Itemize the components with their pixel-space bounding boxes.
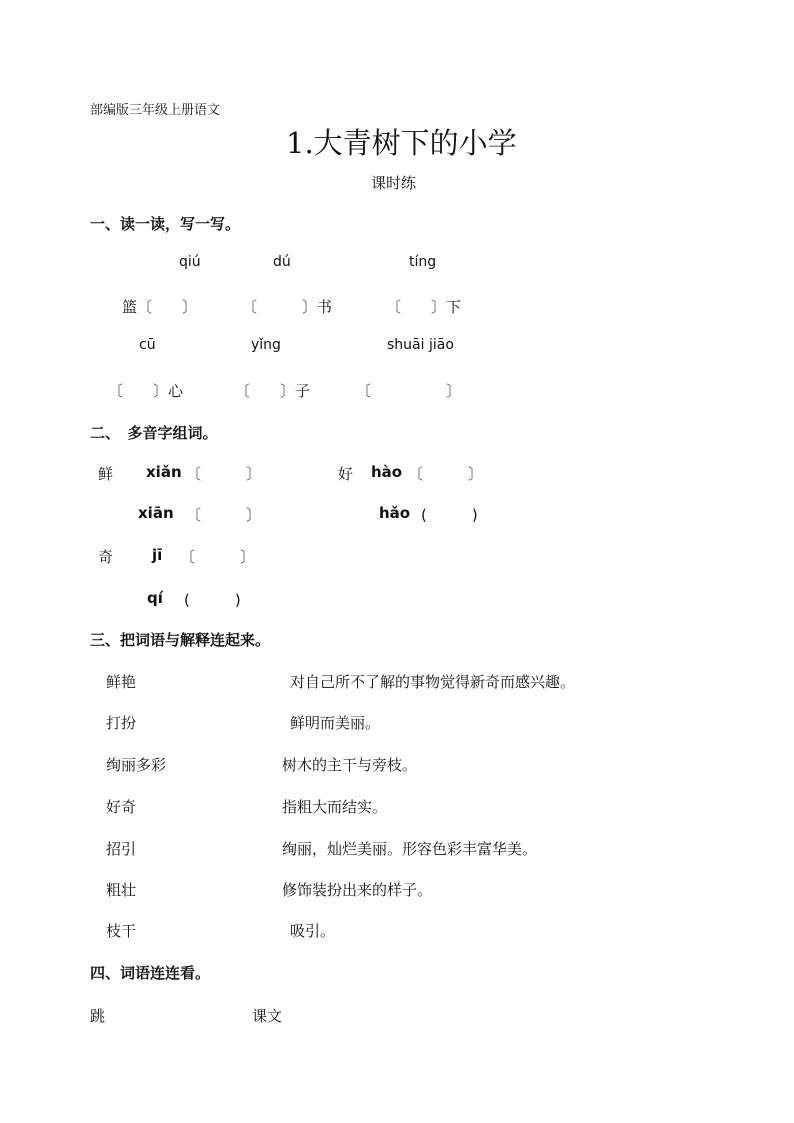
blank-hao3[interactable]: ( ) [421, 506, 478, 524]
match-meaning[interactable]: 树木的主干与旁枝。 [282, 756, 418, 774]
pinyin-cu: cū [139, 337, 156, 353]
blank-xian3[interactable]: 〔 〕 [186, 465, 262, 483]
match-word[interactable]: 鲜艳 [106, 673, 137, 691]
blank-shuaijiao[interactable]: 〔 〕 [356, 382, 462, 400]
match-word[interactable]: 枝干 [106, 922, 137, 940]
connect-right-word[interactable]: 课文 [252, 1007, 283, 1025]
section1-heading: 一、读一读，写一写。 [90, 215, 241, 233]
blank-qi2[interactable]: ( ) [184, 591, 241, 609]
polyphone-char-hao: 好 [338, 465, 354, 483]
match-meaning[interactable]: 指粗大而结实。 [282, 798, 388, 816]
blank-hao4[interactable]: 〔 〕 [408, 465, 484, 483]
blank-xian1[interactable]: 〔 〕 [186, 506, 262, 524]
match-meaning[interactable]: 对自己所不了解的事物觉得新奇而感兴趣。 [290, 673, 576, 691]
pinyin-ying: yǐng [251, 337, 281, 353]
blank-ji1[interactable]: 〔 〕 [180, 548, 256, 566]
pinyin-ji1: jī [152, 546, 163, 564]
blank-tingxia[interactable]: 〔 〕下 [386, 298, 462, 316]
pinyin-qi2: qí [147, 589, 163, 607]
blank-lanqiu[interactable]: 篮〔 〕 [122, 298, 198, 316]
match-meaning[interactable]: 鲜明而美丽。 [290, 714, 381, 732]
page-title: 1.大青树下的小学 [286, 126, 517, 160]
blank-dushu[interactable]: 〔 〕书 [242, 298, 333, 316]
pinyin-xian1: xiān [138, 504, 174, 522]
page-subtitle: 课时练 [371, 174, 417, 192]
blank-cuxin[interactable]: 〔 〕心 [108, 382, 184, 400]
connect-left-word[interactable]: 跳 [90, 1007, 106, 1025]
header-note: 部编版三年级上册语文 [90, 103, 221, 118]
match-word[interactable]: 粗壮 [106, 881, 137, 899]
match-meaning[interactable]: 修饰装扮出来的样子。 [282, 881, 433, 899]
pinyin-du: dú [273, 254, 291, 270]
pinyin-ting: tíng [409, 254, 437, 270]
section3-heading: 三、把词语与解释连起来。 [90, 631, 271, 649]
match-word[interactable]: 绚丽多彩 [106, 756, 167, 774]
pinyin-hao3: hǎo [379, 504, 411, 522]
match-meaning[interactable]: 吸引。 [290, 922, 336, 940]
section2-heading: 二、 多音字组词。 [90, 424, 218, 442]
match-meaning[interactable]: 绚丽，灿烂美丽。形容色彩丰富华美。 [282, 840, 538, 858]
polyphone-char-qi: 奇 [98, 548, 114, 566]
pinyin-hao4: hào [371, 463, 403, 481]
match-word[interactable]: 打扮 [106, 714, 137, 732]
polyphone-char-xian: 鲜 [98, 465, 114, 483]
pinyin-qiu: qiú [179, 254, 201, 270]
pinyin-shuaijiao: shuāi jiāo [387, 337, 454, 353]
match-word[interactable]: 好奇 [106, 798, 137, 816]
section4-heading: 四、词语连连看。 [90, 964, 211, 982]
blank-yingzi[interactable]: 〔 〕子 [235, 382, 311, 400]
match-word[interactable]: 招引 [106, 840, 137, 858]
pinyin-xian3: xiǎn [146, 463, 182, 481]
